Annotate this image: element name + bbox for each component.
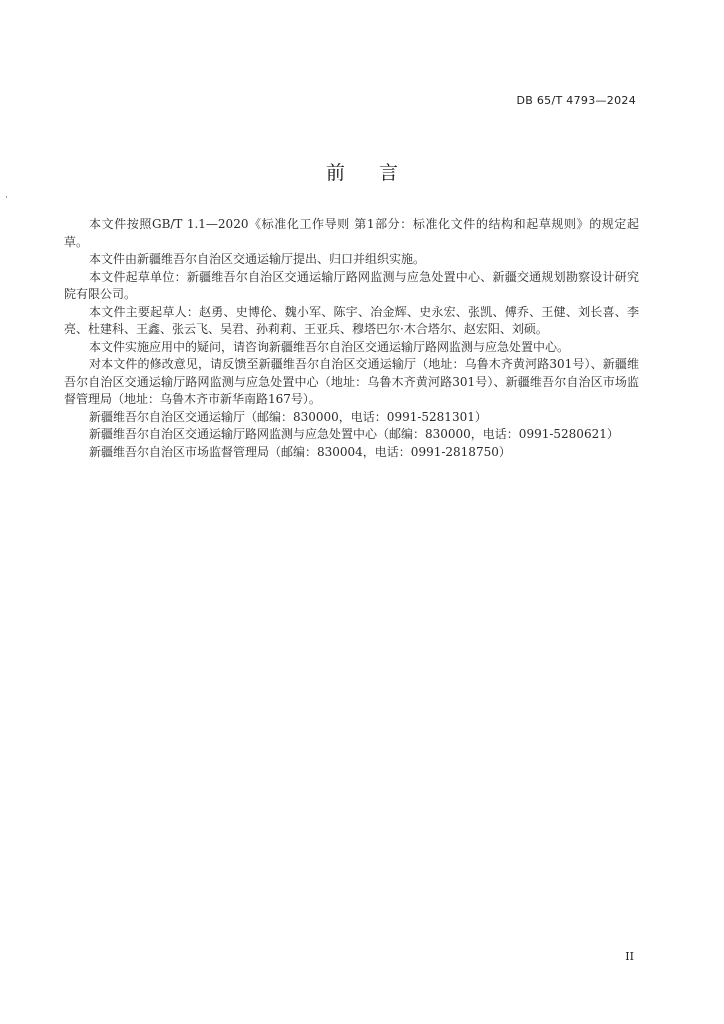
contact-monitoring-center: 新疆维吾尔自治区交通运输厅路网监测与应急处置中心（邮编：830000，电话：0991-5280621）	[89, 427, 619, 441]
foreword-body	[64, 216, 639, 461]
paragraph-feedback: 对本文件的修改意见，请反馈至新疆维吾尔自治区交通运输厅（地址：乌鲁木齐黄河路301号）、新疆维吾尔自治区交通运输厅路网监测与应急处置中心（地址：乌鲁木齐黄河路301号）、新疆维吾尔自治区市场监督管理局（地址：乌鲁木齐市新华南路167号）。	[64, 357, 639, 406]
contact-transport-department: 新疆维吾尔自治区交通运输厅（邮编：830000，电话：0991-5281301）	[89, 409, 487, 424]
section-title: 前言	[325, 162, 432, 184]
paragraph-drafters: 本文件主要起草人：赵勇、史博伦、魏小军、陈宇、冶金辉、史永宏、张凯、傅乔、王健、刘长喜、李亮、杜建科、王鑫、张云飞、吴君、孙莉莉、王亚兵、穆塔巴尔·木合塔尔、赵宏阳、刘硕。	[64, 304, 639, 336]
page-number: II	[625, 950, 634, 963]
paragraph-inquiry: 本文件实施应用中的疑问，请咨询新疆维吾尔自治区交通运输厅路网监测与应急处置中心。	[89, 339, 570, 354]
paragraph-proposer: 本文件由新疆维吾尔自治区交通运输厅提出、归口并组织实施。	[89, 252, 426, 266]
paragraph-drafting-rules: 本文件按照GB/T 1.1—2020《标准化工作导则 第1部分：标准化文件的结构和起草规则》的规定起草。	[64, 217, 639, 249]
scan-mark	[6, 196, 7, 198]
contact-market-regulation: 新疆维吾尔自治区市场监督管理局（邮编：830004，电话：0991-2818750）	[89, 444, 511, 459]
document-number: DB 65/T 4793—2024	[516, 94, 636, 107]
paragraph-drafting-units: 本文件起草单位：新疆维吾尔自治区交通运输厅路网监测与应急处置中心、新疆交通规划勘察设计研究院有限公司。	[64, 269, 639, 301]
